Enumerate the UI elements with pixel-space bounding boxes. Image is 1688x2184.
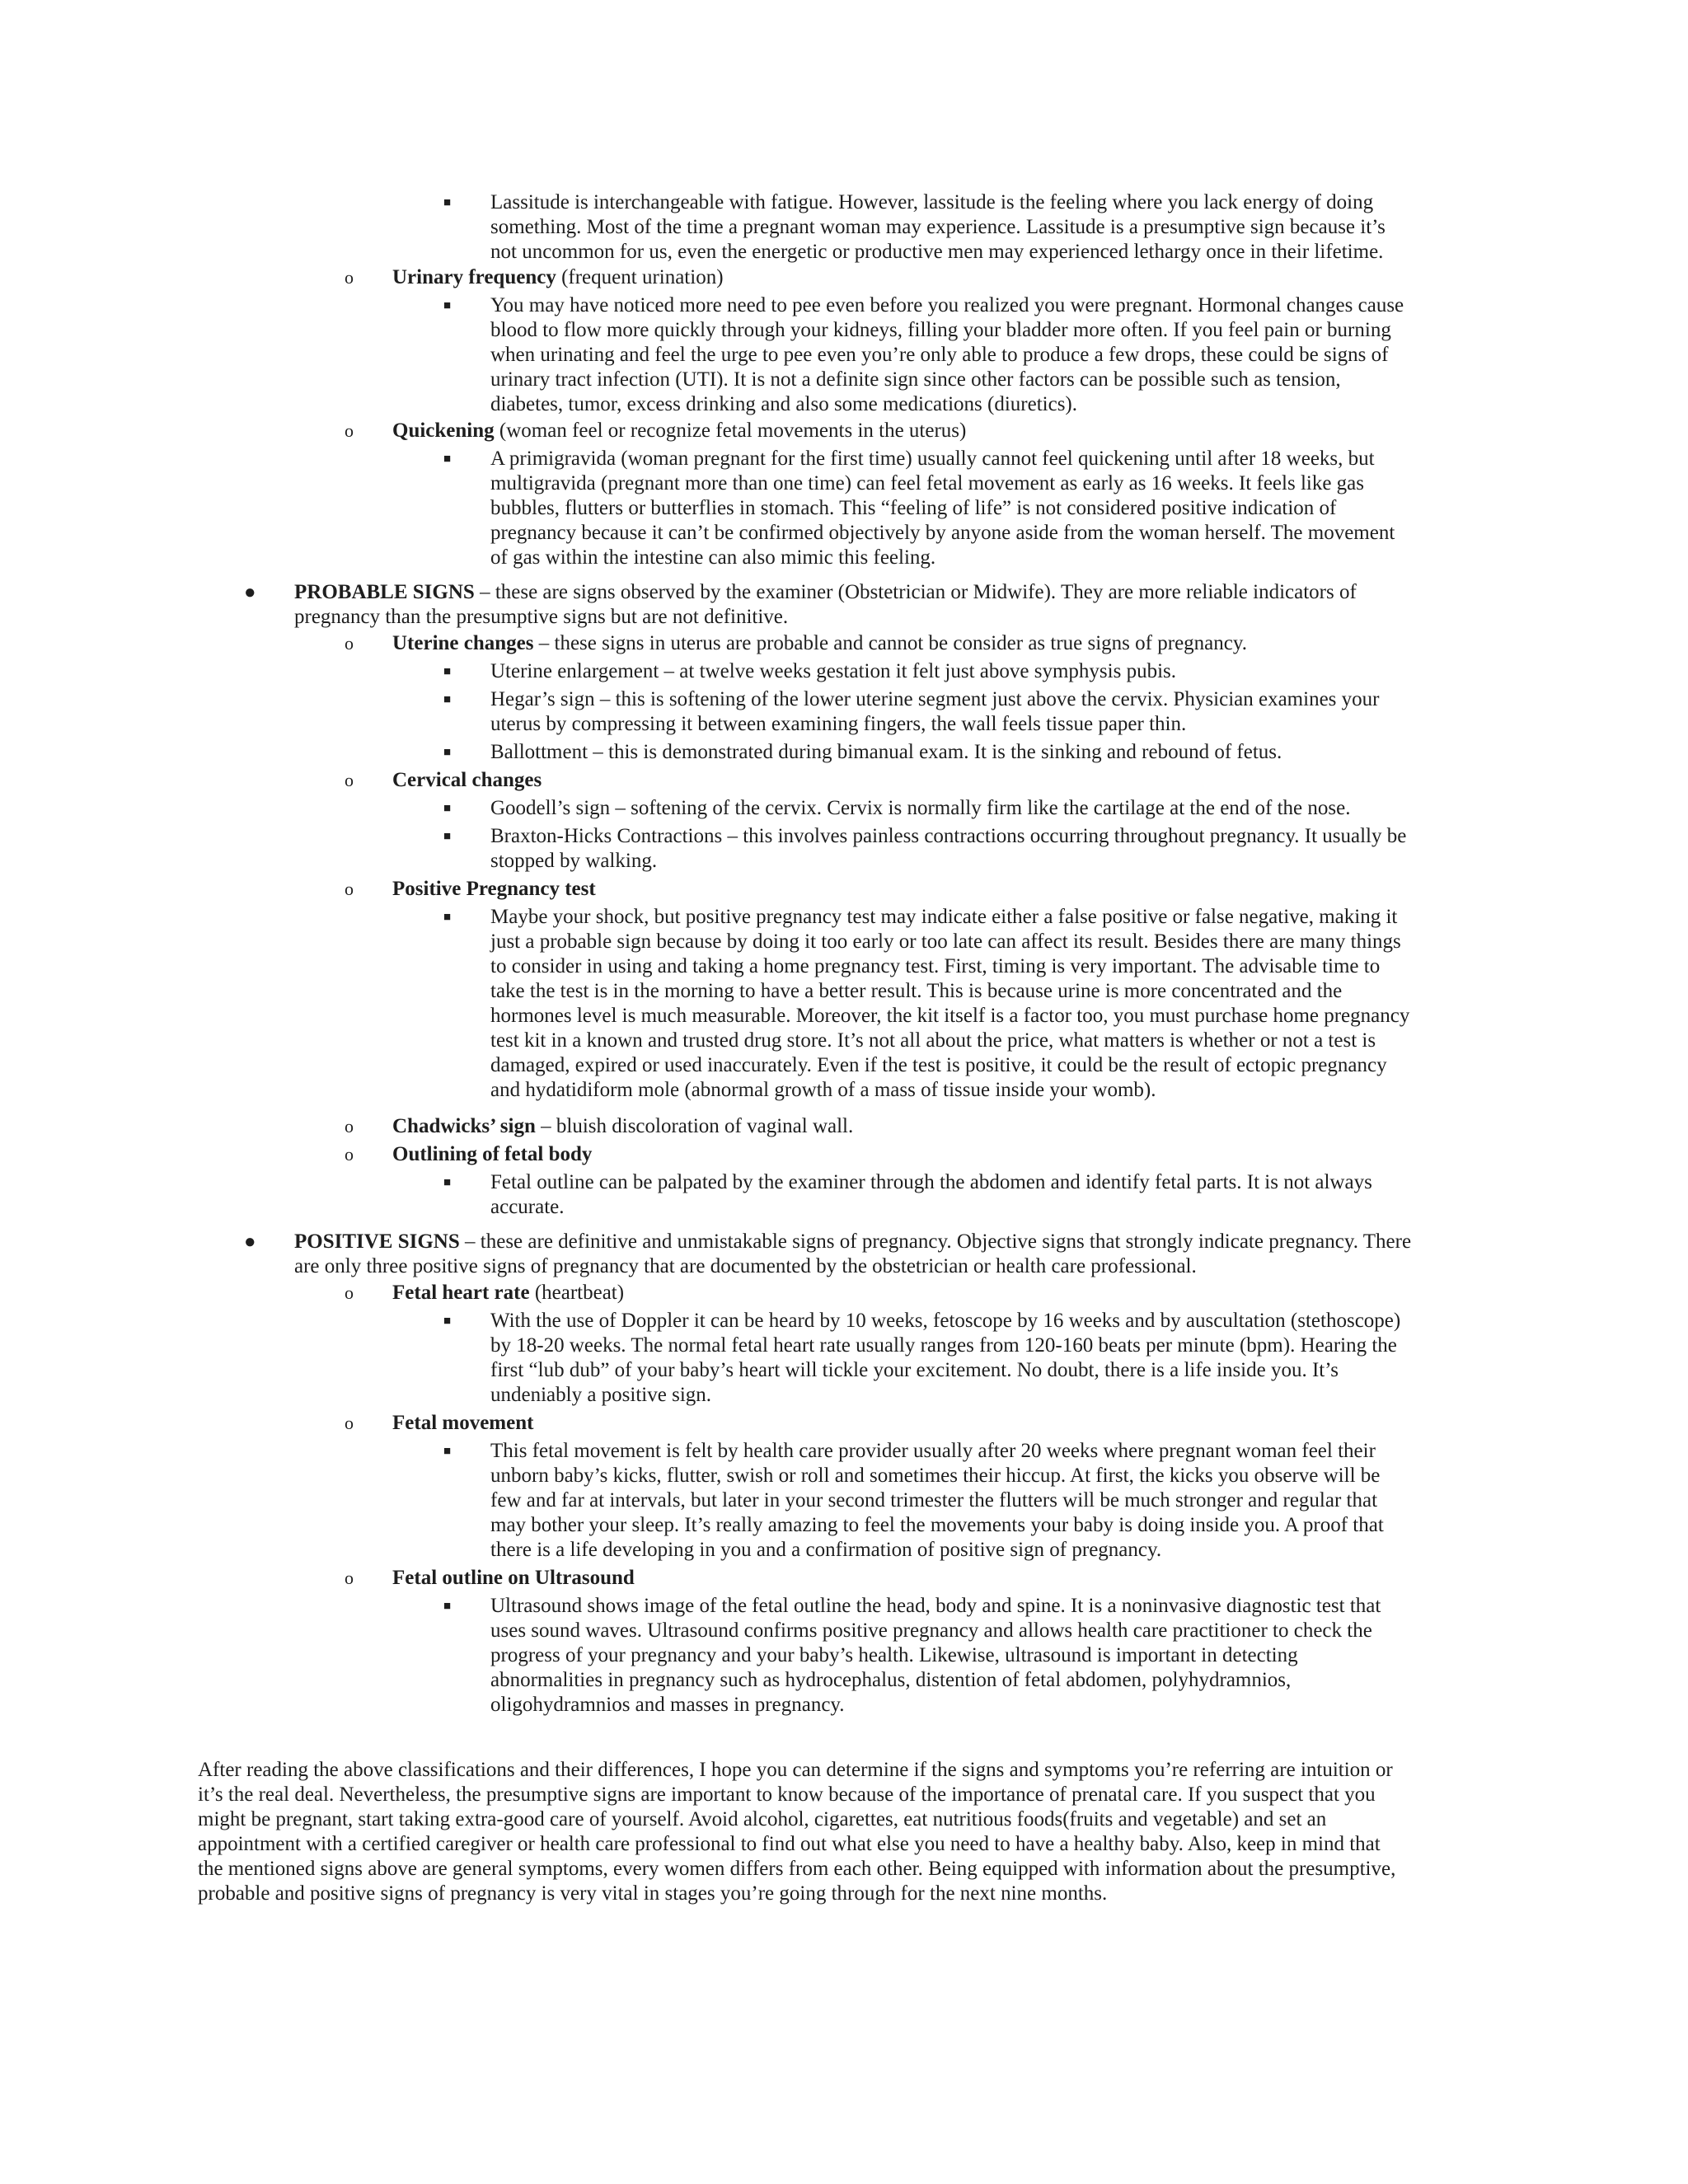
body-text: Braxton-Hicks Contractions – this involves painless contractions occurring throughout pregnancy. It usually be [490,825,1407,847]
text-line [490,1004,1409,1029]
text-line [490,190,1373,215]
heading-text: Uterine changes [392,632,534,654]
body-text: abnormalities in pregnancy such as hydrocephalus, distention of fetal abdomen, polyhydramnios, [490,1669,1292,1691]
body-text: accurate. [490,1196,565,1218]
body-text: progress of your pregnancy and your baby’s health. Likewise, ultrasound is important in detecting [490,1644,1298,1666]
body-text: are only three positive signs of pregnancy that are documented by the obstetrician or health care professional. [294,1255,1197,1277]
square-bullet-icon: ■ [443,830,452,843]
heading-text: Positive Pregnancy test [392,878,596,900]
heading-text: Fetal heart rate [392,1282,530,1304]
text-line [490,1488,1377,1513]
body-text: Goodell’s sign – softening of the cervix. Cervix is normally firm like the cartilage at the end of the nose. [490,797,1351,819]
heading-text: Fetal movement [392,1412,534,1434]
body-text: just a probable sign because by doing it too early or too late can affect its result. Besides there are many things [490,930,1401,953]
text-line [198,1882,1107,1906]
square-bullet-icon: ■ [443,1315,452,1328]
circle-bullet-icon: o [345,1116,354,1137]
circle-bullet-icon: o [345,420,354,441]
text-line [392,265,724,290]
text-line [392,419,966,443]
text-line [490,687,1379,712]
body-text: Ultrasound shows image of the fetal outline the head, body and spine. It is a noninvasive diagnostic test that [490,1595,1381,1617]
text-line [490,1358,1339,1383]
body-text: pregnancy than the presumptive signs but are not definitive. [294,606,789,628]
text-line [490,471,1364,496]
body-text: oligohydramnios and masses in pregnancy. [490,1694,845,1716]
text-line [490,368,1341,392]
text-line [198,1857,1395,1882]
text-line [392,1411,533,1436]
body-text: may bother your sleep. It’s really amazing to feel the movements your baby is doing inside you. A proof that [490,1514,1384,1536]
circle-bullet-icon: o [345,1568,354,1588]
square-bullet-icon: ■ [443,1176,452,1189]
body-text: A primigravida (woman pregnant for the first time) usually cannot feel quickening until after 18 weeks, but [490,448,1375,470]
text-line [490,1053,1387,1078]
square-bullet-icon: ■ [443,299,452,312]
body-text: Lassitude is interchangeable with fatigue. However, lassitude is the feeling where you lack energy of doing [490,191,1374,213]
body-text: undeniably a positive sign. [490,1384,712,1406]
heading-text: PROBABLE SIGNS [294,581,475,603]
text-line [490,521,1395,546]
body-text: hormones level is much measurable. Moreover, the kit itself is a factor too, you must purchase home pregnancy [490,1005,1410,1027]
body-text: the mentioned signs above are general symptoms, every women differs from each other. Being equipped with information about the presumptive, [198,1858,1396,1880]
text-line [392,1142,592,1167]
text-line [294,1254,1197,1279]
text-line [294,1230,1411,1254]
text-line [490,1333,1397,1358]
circle-bullet-icon: o [345,1413,354,1433]
circle-bullet-icon: o [345,1282,354,1303]
body-text: pregnancy because it can’t be confirmed objectively by anyone aside from the woman herself. The movement [490,522,1395,544]
text-line [490,1619,1372,1643]
square-bullet-icon: ■ [443,196,452,209]
body-text: With the use of Doppler it can be heard by 10 weeks, fetoscope by 16 weeks and by auscultation (stethoscope) [490,1310,1401,1332]
text-line [490,824,1406,849]
text-line [490,546,935,570]
body-text: it’s the real deal. Nevertheless, the presumptive signs are important to know because of the importance of prenatal care. If you suspect that you [198,1783,1376,1806]
text-line [392,877,596,902]
text-line [198,1783,1376,1807]
text-line [490,1464,1380,1488]
text-line [490,496,1336,521]
body-text: multigravida (pregnant more than one time) can feel fetal movement as early as 16 weeks. It feels like gas [490,472,1365,494]
text-line [490,318,1391,343]
circle-bullet-icon: o [345,1144,354,1165]
text-line [294,605,788,630]
text-line [490,849,657,874]
body-text: bubbles, flutters or butterflies in stomach. This “feeling of life” is not considered positive indication of [490,497,1337,519]
body-text: urinary tract infection (UTI). It is not a definite sign since other factors can be possible such as tension, [490,368,1341,391]
body-text: might be pregnant, start taking extra-good care of yourself. Avoid alcohol, cigarettes, eat nutritious foods(fruits and vegetable) and set an [198,1808,1327,1830]
body-text: (woman feel or recognize fetal movements in the uterus) [494,419,967,442]
text-line [490,1513,1384,1538]
text-line [490,1693,845,1718]
body-text: appointment with a certified caregiver or health care professional to find out what else you need to have a healthy baby. Also, keep in mind that [198,1833,1381,1855]
text-line [490,954,1380,979]
body-text: uterus by compressing it between examining fingers, the wall feels tissue paper thin. [490,713,1187,735]
circle-bullet-icon: o [345,770,354,790]
circle-bullet-icon: o [345,633,354,654]
text-line [490,1594,1381,1619]
text-line [490,215,1386,240]
body-text: uses sound waves. Ultrasound confirms positive pregnancy and allows health care practitioner to check the [490,1619,1372,1642]
text-line [490,712,1186,737]
body-text: not uncommon for us, even the energetic or productive men may experienced lethargy once in their lifetime. [490,241,1384,263]
body-text: blood to flow more quickly through your kidneys, filling your bladder more often. If you feel pain or burning [490,319,1391,341]
body-text: diabetes, tumor, excess drinking and also some medications (diuretics). [490,393,1078,415]
square-bullet-icon: ■ [443,746,452,759]
text-line [490,293,1404,318]
text-line [490,240,1383,265]
body-text: test kit in a known and trusted drug store. It’s not all about the price, what matters is whether or not a test is [490,1029,1376,1052]
text-line [198,1832,1381,1857]
body-text: This fetal movement is felt by health care provider usually after 20 weeks where pregnant woman feel their [490,1440,1376,1462]
text-line [490,1309,1400,1333]
body-text: first “lub dub” of your baby’s heart will tickle your excitement. No doubt, there is a life inside you. It’s [490,1359,1339,1381]
body-text: After reading the above classifications and their differences, I hope you can determine if the signs and symptoms you’re referring are intuition or [198,1759,1393,1781]
text-line [490,343,1388,368]
body-text: (heartbeat) [529,1282,625,1304]
disc-bullet-icon: ● [244,582,256,603]
text-line [490,979,1342,1004]
text-line [490,740,1282,765]
square-bullet-icon: ■ [443,452,452,466]
body-text: – these are signs observed by the examiner (Obstetrician or Midwife). They are more reliable indicators of [474,581,1357,603]
body-text: You may have noticed more need to pee even before you realized you were pregnant. Hormonal changes cause [490,294,1404,316]
body-text: something. Most of the time a pregnant woman may experience. Lassitude is a presumptive sign because it’s [490,216,1386,238]
circle-bullet-icon: o [345,267,354,288]
text-line [490,1078,1156,1103]
text-line [490,659,1176,684]
text-line [490,796,1350,821]
square-bullet-icon: ■ [443,665,452,678]
disc-bullet-icon: ● [244,1231,256,1253]
text-line [490,1668,1291,1693]
text-line [490,905,1397,930]
body-text: Fetal outline can be palpated by the examiner through the abdomen and identify fetal parts. It is not always [490,1171,1372,1193]
body-text: of gas within the intestine can also mimic this feeling. [490,546,936,569]
text-line [490,392,1077,417]
square-bullet-icon: ■ [443,911,452,924]
body-text: take the test is in the morning to have a better result. This is because urine is more concentrated and the [490,980,1343,1002]
body-text: probable and positive signs of pregnancy is very vital in stages you’re going through for the next nine months. [198,1882,1108,1905]
text-line [490,1195,565,1220]
text-line [392,631,1247,656]
square-bullet-icon: ■ [443,1600,452,1613]
text-line [490,1538,1161,1563]
body-text: – these are definitive and unmistakable signs of pregnancy. Objective signs that strongly indicate pregnancy. There [459,1230,1412,1253]
text-line [392,1281,624,1305]
text-line [490,1170,1372,1195]
square-bullet-icon: ■ [443,802,452,815]
text-line [490,1029,1376,1053]
body-text: Ballottment – this is demonstrated during bimanual exam. It is the sinking and rebound of fetus. [490,741,1282,763]
body-text: and hydatidiform mole (abnormal growth of a mass of tissue inside your womb). [490,1079,1156,1101]
text-line [392,768,542,793]
text-line [490,1383,711,1408]
body-text: when urinating and feel the urge to pee even you’re only able to produce a few drops, these could be signs of [490,344,1389,366]
body-text: few and far at intervals, but later in your second trimester the flutters will be much stronger and regular that [490,1489,1378,1511]
text-line [490,1643,1298,1668]
text-line [392,1566,635,1591]
body-text: damaged, expired or used inaccurately. Even if the test is positive, it could be the result of ectopic pregnancy [490,1054,1387,1076]
text-line [490,930,1401,954]
text-line [490,1439,1376,1464]
body-text: – bluish discoloration of vaginal wall. [535,1115,854,1137]
text-line [490,447,1375,471]
body-text: there is a life developing in you and a confirmation of positive sign of pregnancy. [490,1539,1162,1561]
body-text: unborn baby’s kicks, flutter, swish or roll and sometimes their hiccup. At first, the kicks you observe will be [490,1465,1381,1487]
body-text: (frequent urination) [556,266,724,288]
body-text: by 18-20 weeks. The normal fetal heart rate usually ranges from 120-160 beats per minute (bpm). Hearing the [490,1334,1397,1357]
body-text: Maybe your shock, but positive pregnancy test may indicate either a false positive or false negative, making it [490,906,1398,928]
body-text: Uterine enlargement – at twelve weeks gestation it felt just above symphysis pubis. [490,660,1176,682]
heading-text: POSITIVE SIGNS [294,1230,460,1253]
heading-text: Fetal outline on Ultrasound [392,1567,635,1589]
heading-text: Outlining of fetal body [392,1143,593,1165]
body-text: Hegar’s sign – this is softening of the lower uterine segment just above the cervix. Physician examines your [490,688,1380,710]
heading-text: Chadwicks’ sign [392,1115,536,1137]
body-text: to consider in using and taking a home pregnancy test. First, timing is very important. The advisable time to [490,955,1381,977]
body-text: – these signs in uterus are probable and cannot be consider as true signs of pregnancy. [533,632,1247,654]
circle-bullet-icon: o [345,879,354,899]
body-text: stopped by walking. [490,850,658,872]
text-line [198,1807,1326,1832]
heading-text: Cervical changes [392,769,542,791]
text-line [198,1758,1393,1783]
square-bullet-icon: ■ [443,693,452,706]
heading-text: Urinary frequency [392,266,556,288]
square-bullet-icon: ■ [443,1445,452,1458]
text-line [294,580,1357,605]
heading-text: Quickening [392,419,495,442]
text-line [392,1114,853,1139]
